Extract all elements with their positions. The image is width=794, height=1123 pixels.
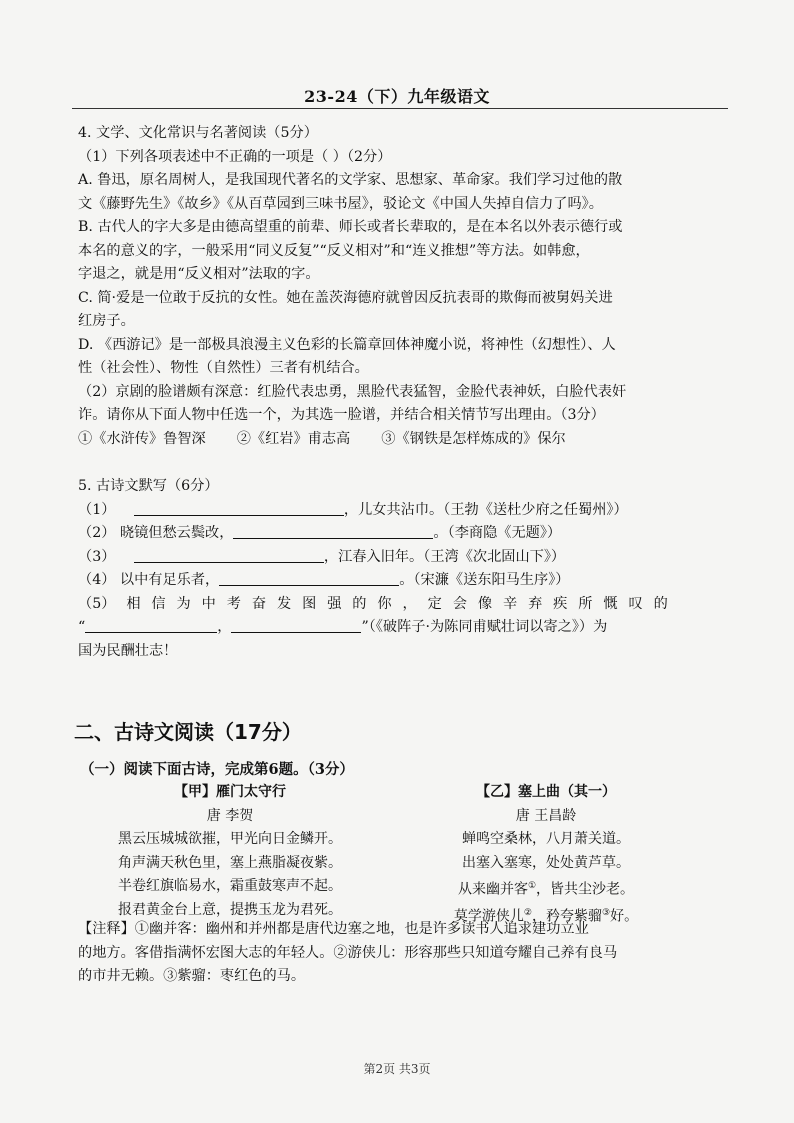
option-1: ①《水浒传》鲁智深 (78, 430, 206, 447)
q5-l5-char: 像 (477, 595, 493, 612)
q5-l5-char: 会 (452, 595, 467, 612)
q5-l5-char: 相 (126, 595, 141, 612)
q5-l4-head: （4） 以中有足乐者， (78, 572, 220, 588)
footnote-mark: ② (523, 908, 532, 919)
answer-blank[interactable] (219, 569, 399, 586)
q5-l5-char: （5） (78, 595, 116, 612)
poem-a (80, 781, 380, 922)
q5-l1-num: （1） (78, 501, 116, 518)
q5-line1 (78, 499, 678, 523)
q5-l5-char: 为 (176, 595, 191, 612)
section-2-subtitle: （一）阅读下面古诗，完成第6题。（3分） (80, 761, 354, 778)
q4-option-d-line2: 性（社会性）、物性（自然性）三者有机结合。 (78, 360, 369, 376)
q5-l5-char: 图 (302, 595, 317, 612)
q5-l2-head: （2） 晓镜但愁云鬓改， (78, 525, 234, 541)
q5-l5-char: 所 (578, 595, 593, 612)
poem-a-author: 唐 李贺 (206, 807, 254, 824)
q5-line4 (78, 569, 678, 593)
q5-l2-tail: 。（李商隐《无题》） (433, 525, 562, 541)
poem-b-line (396, 875, 696, 902)
q4-option-c-line1: C. 简·爱是一位敢于反抗的女性。她在盖茨海德府就曾因反抗表哥的欺侮而被舅妈关进 (78, 289, 613, 306)
poem-b-l3a: 从来幽并客 (457, 881, 528, 898)
q5-l3-num: （3） (78, 548, 116, 565)
q5-l5-char: 发 (276, 595, 292, 612)
footnote-mark: ① (527, 881, 537, 891)
q5-l5-char: 慨 (603, 595, 618, 612)
q5-l1-tail: ，儿女共沾巾。（王勃《送杜少府之任蜀州》） (343, 501, 628, 518)
q5-heading: 5. 古诗文默写（6分） (78, 478, 219, 494)
q5-l6-open: “ (78, 619, 86, 635)
option-3: ③《钢铁是怎样炼成的》保尔 (381, 430, 566, 447)
questions-4-5 (78, 122, 678, 663)
q4-option-d-line1: D. 《西游记》是一部极具浪漫主义色彩的长篇章回体神魔小说，将神性（幻想性）、人 (78, 336, 616, 353)
page-header: 23-24（下）九年级语文 (304, 87, 490, 106)
q5-line5 (78, 593, 668, 617)
q5-line2 (78, 522, 678, 546)
q4-sub1: （1）下列各项表述中不正确的一项是（ ）（2分） (78, 148, 392, 165)
poem-b-l4b: ，矜夸紫骝 (532, 908, 602, 925)
q4-character-options (78, 428, 678, 452)
poem-b-l4c: 好。 (610, 908, 639, 925)
poem-b-l4a: 莫学游侠儿 (453, 908, 524, 925)
q4-option-c-line2: 红房子。 (78, 313, 135, 329)
q5-l6-tail: ”（《破阵子·为陈同甫赋壮词以寄之》）为 (361, 619, 608, 635)
poem-b-title: 【乙】塞上曲（其一） (476, 784, 616, 800)
q5-l5-char: 你 (377, 595, 392, 612)
poem-b-l3b: ，皆共尘沙老。 (536, 881, 635, 898)
poem-b-author: 唐 王昌龄 (515, 807, 577, 824)
q4-sub2-line2: 诈。请你从下面人物中任选一个，为其选一脸谱，并结合相关情节写出理由。（3分） (78, 407, 605, 423)
q4-option-a-line1: A. 鲁迅，原名周树人，是我国现代著名的文学家、思想家、革命家。我们学习过他的散 (78, 172, 623, 188)
q5-line6 (78, 616, 678, 640)
section-2-title: 二、古诗文阅读（17分） (74, 720, 302, 744)
q5-l5-char: 定 (427, 595, 442, 612)
q5-l5-char: 辛 (502, 595, 518, 612)
q5-line3 (78, 546, 678, 570)
poem-a-line: 角声满天秋色里，塞上燕脂凝夜紫。 (118, 854, 342, 871)
q4-option-a-line2: 文《藤野先生》《故乡》《从百草园到三味书屋》，驳论文《中国人失掉自信力了吗》。 (78, 195, 603, 212)
q5-line7: 国为民酬壮志！ (78, 642, 178, 659)
notes-line: 【注释】①幽并客：幽州和并州都是唐代边塞之地，也是许多读书人追求建功立业 (78, 921, 589, 937)
q5-l6-comma: ， (217, 619, 232, 635)
page-number: 第2页 共3页 (363, 1062, 431, 1076)
answer-blank[interactable] (233, 522, 433, 539)
option-2: ②《红岩》甫志高 (236, 430, 351, 447)
q5-l4-tail: 。（宋濂《送东阳马生序》） (399, 572, 570, 588)
q5-l3-tail: ，江春入旧年。（王湾《次北固山下》） (323, 548, 566, 565)
q4-option-b-line3: 字退之，就是用“反义相对”法取的字。 (78, 266, 320, 282)
poem-b (396, 781, 696, 929)
q5-l5-char: 奋 (251, 595, 267, 612)
q4-option-b-line2: 本名的意义的字，一般采用“同义反复”“反义相对”和“连义推想”等方法。如韩愈， (78, 242, 590, 259)
notes-line: 的地方。客借指满怀宏图大志的年轻人。②游侠儿：形容那些只知道夸耀自己养有良马 (78, 944, 618, 961)
q5-l5-char: 信 (151, 595, 166, 612)
q4-option-b-line1: B. 古代人的字大多是由德高望重的前辈、师长或者长辈取的，是在本名以外表示德行或 (78, 219, 623, 235)
poem-b-line: 出塞入塞寒，处处黄芦草。 (462, 854, 630, 871)
q4-heading: 4. 文学、文化常识与名著阅读（5分） (78, 125, 318, 141)
poem-notes (78, 918, 678, 989)
q5-l5-char: 考 (226, 595, 241, 612)
q5-l5-char: 中 (201, 595, 216, 612)
poem-a-line: 黑云压城城欲摧，甲光向日金鳞开。 (118, 831, 342, 847)
poem-b-line: 蝉鸣空桑林，八月萧关道。 (462, 831, 630, 847)
footnote-mark: ③ (602, 908, 611, 919)
q5-l5-char: 强 (327, 595, 342, 612)
q5-l5-char: 疾 (553, 595, 568, 612)
q5-l5-char: 的 (653, 595, 668, 612)
answer-blank[interactable] (85, 616, 217, 633)
answer-blank[interactable] (231, 616, 361, 633)
poem-a-line: 报君黄金台上意，提携玉龙为君死。 (118, 901, 342, 918)
header-rule (72, 108, 728, 109)
q4-sub2-line1: （2）京剧的脸谱颇有深意：红脸代表忠勇，黑脸代表猛智，金脸代表神妖，白脸代表奸 (78, 383, 627, 400)
answer-blank[interactable] (134, 546, 324, 563)
q5-l5-char: 弃 (528, 595, 543, 612)
q5-l5-char: 的 (352, 595, 367, 612)
q5-l5-char: 叹 (628, 595, 643, 612)
answer-blank[interactable] (134, 499, 344, 516)
q5-l5-char: ， (402, 595, 417, 612)
poem-a-line: 半卷红旗临易水，霜重鼓寒声不起。 (118, 878, 342, 894)
poem-a-title: 【甲】雁门太守行 (174, 784, 286, 800)
notes-line: 的市井无赖。③紫骝：枣红色的马。 (78, 968, 306, 984)
